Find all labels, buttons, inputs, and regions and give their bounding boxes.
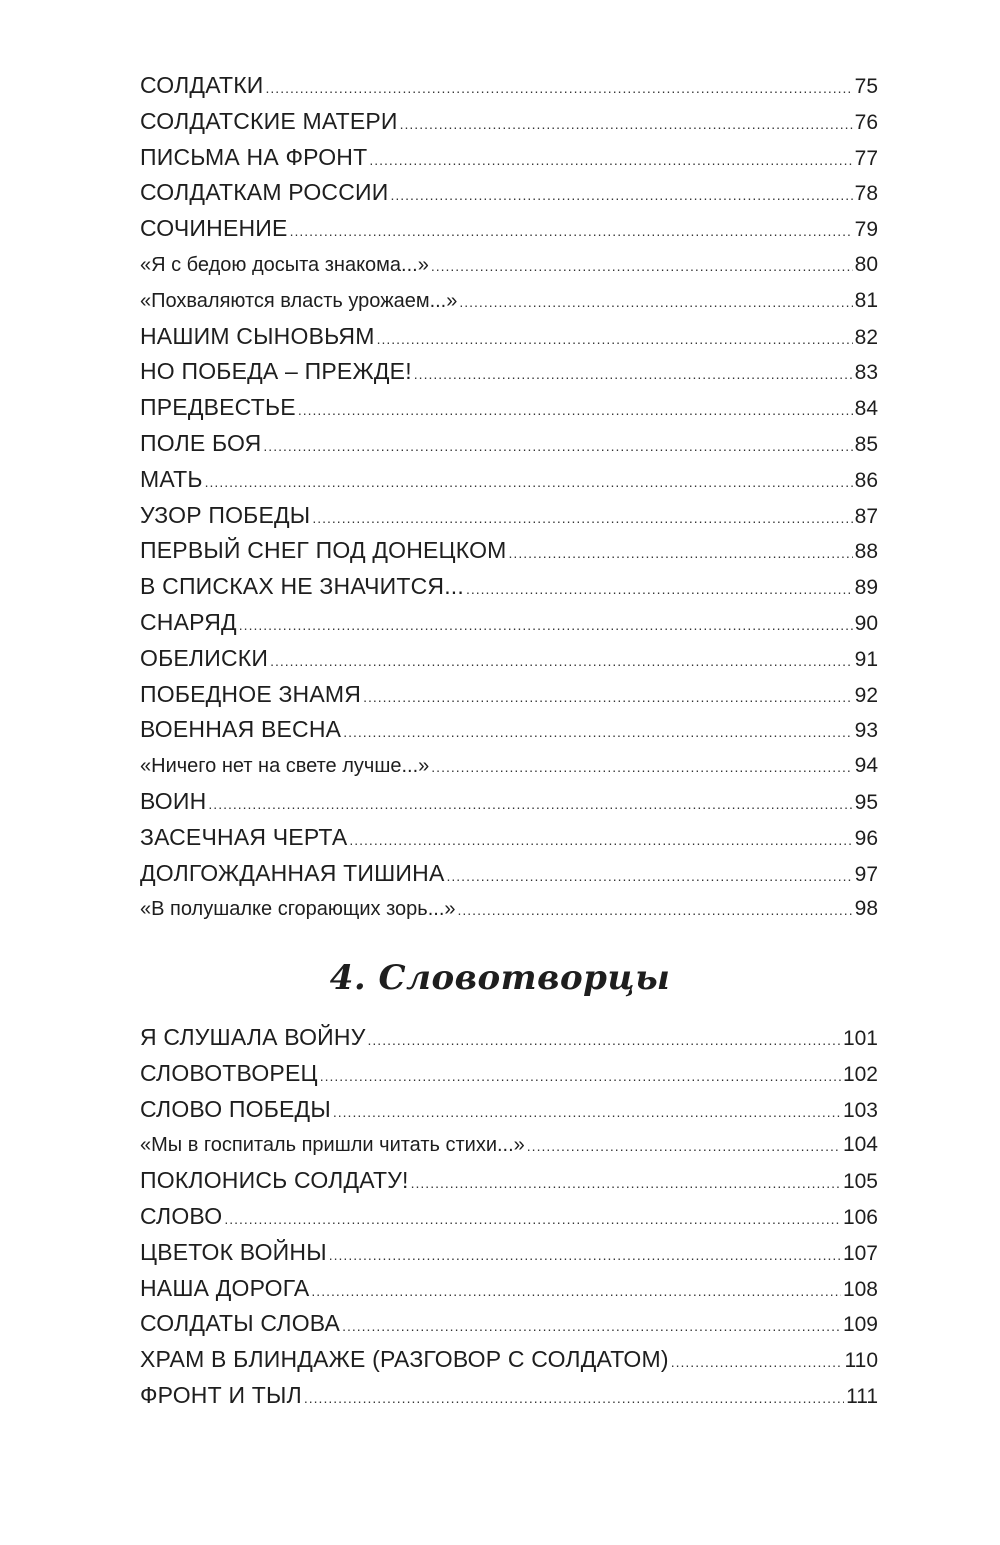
toc-entry[interactable]	[140, 68, 878, 104]
toc-entry-page: 109	[842, 1313, 878, 1337]
toc-entry-page: 83	[854, 361, 878, 385]
toc-entry[interactable]	[140, 140, 878, 176]
dot-leader	[298, 393, 853, 429]
toc-entry[interactable]	[140, 1235, 878, 1271]
toc-entry[interactable]	[140, 283, 878, 319]
toc-entry-title: СОЛДАТЫ СЛОВА	[140, 1310, 341, 1337]
dot-leader	[377, 322, 853, 358]
toc-entry[interactable]	[140, 712, 878, 748]
dot-leader	[671, 1345, 843, 1381]
toc-entry-title: ЦВЕТОК ВОЙНЫ	[140, 1238, 327, 1265]
toc-entry-title: ДОЛГОЖДАННАЯ ТИШИНА	[140, 859, 445, 886]
toc-entry-title: ПРЕДВЕСТЬЕ	[140, 394, 296, 421]
toc-entry-page: 91	[854, 647, 878, 671]
toc-entry-page: 80	[854, 252, 878, 276]
toc-entry[interactable]	[140, 175, 878, 211]
toc-entry-page: 88	[854, 540, 878, 564]
dot-leader	[266, 71, 853, 107]
dot-leader	[431, 249, 853, 285]
dot-leader	[311, 1274, 841, 1310]
toc-entry[interactable]	[140, 605, 878, 641]
toc-entry-title: ПОЛЕ БОЯ	[140, 429, 262, 456]
dot-leader	[239, 608, 853, 644]
toc-entry-title: ВОЕННАЯ ВЕСНА	[140, 716, 342, 743]
toc-entry-title: ХРАМ В БЛИНДАЖЕ (РАЗГОВОР С СОЛДАТОМ)	[140, 1346, 669, 1373]
toc-entry-title: ЗАСЕЧНАЯ ЧЕРТА	[140, 823, 348, 850]
toc-entry-title: «Похваляются власть урожаем...»	[140, 289, 458, 312]
dot-leader	[527, 1129, 841, 1165]
toc-entry[interactable]	[140, 1163, 878, 1199]
dot-leader	[369, 143, 852, 179]
toc-entry-page: 95	[854, 790, 878, 814]
toc-entry-page: 110	[844, 1349, 878, 1373]
toc-entry-page: 92	[854, 683, 878, 707]
toc-entry-title: Я СЛУШАЛА ВОЙНУ	[140, 1024, 366, 1050]
dot-leader	[349, 823, 852, 859]
dot-leader	[431, 750, 852, 786]
toc-entry[interactable]	[140, 354, 878, 390]
toc-entry[interactable]	[140, 533, 878, 569]
toc-entry-title: НО ПОБЕДА – ПРЕЖДЕ!	[140, 358, 412, 385]
dot-leader	[208, 787, 852, 823]
toc-entry-title: ПИСЬМА НА ФРОНТ	[140, 143, 368, 170]
toc-entry[interactable]	[140, 1199, 878, 1235]
dot-leader	[270, 644, 853, 680]
toc-entry-title: В СПИСКАХ НЕ ЗНАЧИТСЯ...	[140, 573, 464, 600]
toc-entry[interactable]	[140, 1127, 878, 1163]
toc-entry-page: 104	[842, 1133, 878, 1157]
toc-entry-title: ПОБЕДНОЕ ЗНАМЯ	[140, 680, 362, 707]
toc-entry[interactable]	[140, 1271, 878, 1307]
toc-entry-page: 107	[842, 1241, 878, 1265]
toc-entry-page: 79	[854, 218, 878, 242]
dot-leader	[458, 893, 853, 929]
toc-entry-page: 81	[854, 288, 878, 312]
dot-leader	[224, 1202, 841, 1238]
dot-leader	[304, 1381, 844, 1417]
toc-entry[interactable]	[140, 856, 878, 892]
toc-entry-title: НАША ДОРОГА	[140, 1274, 310, 1301]
dot-leader	[329, 1238, 841, 1274]
toc-entry-page: 76	[854, 110, 878, 134]
toc-entry-title: ПЕРВЫЙ СНЕГ ПОД ДОНЕЦКОМ	[140, 537, 507, 564]
dot-leader	[391, 178, 853, 214]
toc-entry-title: ФРОНТ И ТЫЛ	[140, 1381, 302, 1408]
dot-leader	[320, 1059, 841, 1095]
toc-entry-page: 103	[842, 1098, 878, 1122]
toc-entry-page: 93	[854, 719, 878, 743]
toc-entry[interactable]	[140, 462, 878, 498]
toc-entry[interactable]	[140, 211, 878, 247]
toc-entry[interactable]	[140, 247, 878, 283]
toc-entry-title: УЗОР ПОБЕДЫ	[140, 501, 311, 528]
toc-entry-title: СЛОВО ПОБЕДЫ	[140, 1095, 331, 1122]
toc-entry-page: 84	[854, 397, 878, 421]
toc-list-part-b	[140, 1020, 878, 1414]
toc-entry-page: 87	[854, 504, 878, 528]
dot-leader	[263, 429, 852, 465]
toc-entry-title: СОЛДАТКИ	[140, 72, 264, 98]
toc-entry-page: 77	[854, 146, 878, 170]
toc-entry-page: 111	[846, 1384, 878, 1408]
dot-leader	[400, 107, 853, 143]
toc-entry-title: СНАРЯД	[140, 608, 237, 635]
toc-entry[interactable]	[140, 1056, 878, 1092]
toc-entry[interactable]	[140, 820, 878, 856]
toc-entry-title: СОЧИНЕНИЕ	[140, 215, 288, 242]
dot-leader	[368, 1023, 841, 1059]
toc-entry-page: 86	[854, 468, 878, 492]
toc-entry-title: «Я с бедою досыта знакома...»	[140, 253, 429, 276]
toc-entry-page: 90	[854, 611, 878, 635]
toc-entry-page: 97	[854, 862, 878, 886]
toc-entry[interactable]	[140, 390, 878, 426]
dot-leader	[312, 501, 852, 537]
toc-entry-page: 94	[854, 754, 878, 778]
dot-leader	[509, 536, 853, 572]
toc-entry-title: СОЛДАТСКИЕ МАТЕРИ	[140, 107, 398, 134]
toc-entry[interactable]	[140, 748, 878, 784]
dot-leader	[205, 465, 853, 501]
dot-leader	[342, 1309, 841, 1345]
toc-entry[interactable]	[140, 426, 878, 462]
toc-entry[interactable]	[140, 1092, 878, 1128]
toc-entry-page: 82	[854, 325, 878, 349]
toc-entry[interactable]	[140, 1342, 878, 1378]
dot-leader	[459, 285, 852, 321]
toc-entry[interactable]	[140, 498, 878, 534]
toc-entry-page: 105	[842, 1170, 878, 1194]
toc-entry[interactable]	[140, 1378, 878, 1414]
dot-leader	[363, 680, 853, 716]
toc-list-part-a	[140, 68, 878, 927]
dot-leader	[447, 859, 853, 895]
dot-leader	[343, 715, 852, 751]
toc-entry[interactable]	[140, 104, 878, 140]
toc-entry-page: 106	[842, 1205, 878, 1229]
toc-entry[interactable]	[140, 891, 878, 927]
toc-entry[interactable]	[140, 1306, 878, 1342]
toc-entry-page: 85	[854, 432, 878, 456]
toc-entry-title: «В полушалке сгорающих зорь...»	[140, 898, 456, 921]
dot-leader	[333, 1095, 841, 1131]
dot-leader	[290, 214, 853, 250]
toc-entry[interactable]	[140, 569, 878, 605]
section-heading: 4. Словотворцы	[329, 958, 671, 998]
toc-entry-page: 96	[854, 826, 878, 850]
toc-entry-page: 101	[842, 1027, 878, 1050]
toc-entry-title: ВОИН	[140, 787, 207, 814]
toc-entry[interactable]	[140, 641, 878, 677]
dot-leader	[466, 572, 853, 608]
toc-entry-page: 89	[854, 576, 878, 600]
toc-entry-title: ОБЕЛИСКИ	[140, 644, 269, 671]
toc-entry-title: СЛОВОТВОРЕЦ	[140, 1059, 318, 1086]
toc-entry-title: СОЛДАТКАМ РОССИИ	[140, 179, 389, 206]
dot-leader	[414, 357, 853, 393]
toc-entry[interactable]	[140, 784, 878, 820]
toc-entry-page: 98	[854, 897, 878, 921]
toc-entry-title: «Ничего нет на свете лучше...»	[140, 755, 430, 778]
toc-entry-page: 108	[842, 1277, 878, 1301]
toc-entry-page: 102	[842, 1062, 878, 1086]
toc-entry-page: 75	[854, 75, 878, 98]
toc-entry[interactable]	[140, 677, 878, 713]
toc-entry-title: ПОКЛОНИСЬ СОЛДАТУ!	[140, 1167, 409, 1194]
dot-leader	[411, 1166, 841, 1202]
toc-entry-title: НАШИМ СЫНОВЬЯМ	[140, 322, 375, 349]
toc-entry[interactable]	[140, 319, 878, 355]
toc-entry-title: СЛОВО	[140, 1202, 223, 1229]
toc-entry-title: «Мы в госпиталь пришли читать стихи...»	[140, 1134, 525, 1157]
toc-entry-page: 78	[854, 182, 878, 206]
toc-entry-title: МАТЬ	[140, 465, 203, 492]
toc-entry[interactable]	[140, 1020, 878, 1056]
